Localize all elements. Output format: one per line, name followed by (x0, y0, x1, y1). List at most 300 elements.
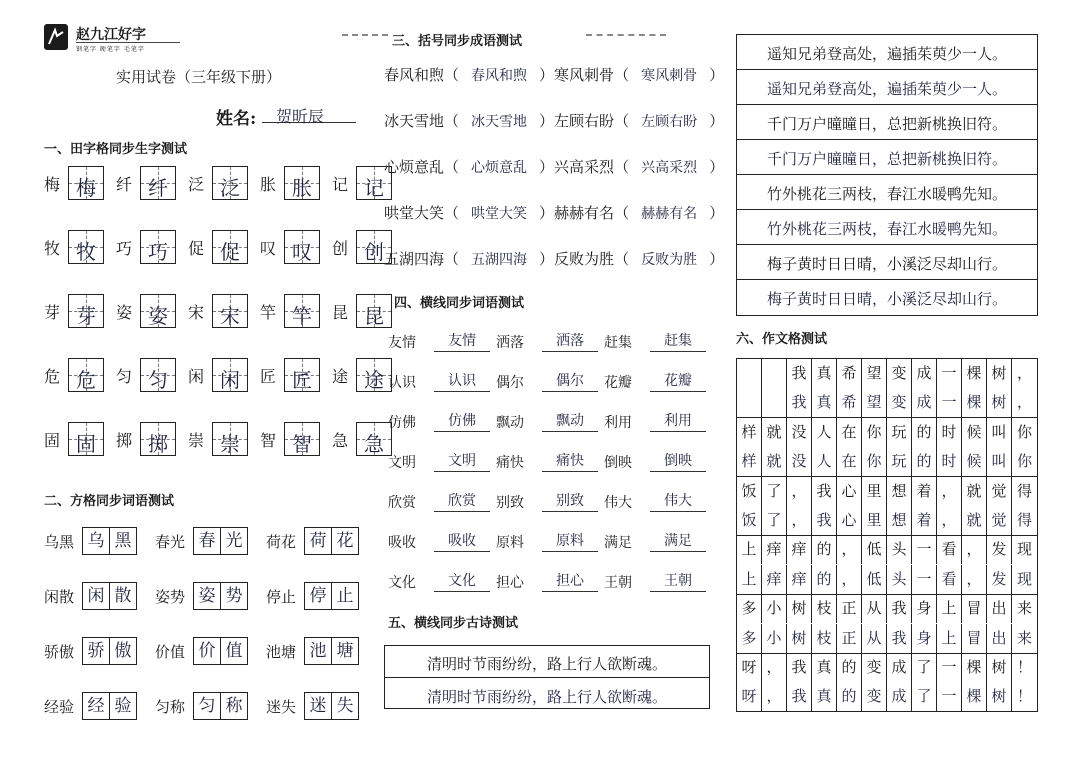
tian-answer-char: 急 (364, 432, 384, 456)
tian-row (44, 164, 404, 202)
tian-row (44, 356, 404, 394)
composition-cell: 人 (812, 418, 837, 447)
tian-answer-char: 梅 (76, 176, 96, 200)
tian-prompt-char: 梅 (44, 174, 61, 194)
line-answer: 友情 (434, 330, 490, 352)
tian-answer-char: 智 (292, 432, 312, 456)
tian-box (68, 422, 104, 456)
idiom-paren-open: （ (614, 204, 630, 222)
composition-cell: 痒 (762, 535, 787, 564)
tian-prompt-char: 芽 (44, 302, 61, 322)
composition-cell: 一 (937, 359, 962, 388)
tian-box (212, 358, 248, 392)
line-prompt-word: 仿佛 (388, 415, 416, 431)
tian-box (68, 230, 104, 264)
tian-box (212, 294, 248, 328)
poem-grid-row (737, 210, 1037, 245)
composition-cell: 小 (762, 624, 787, 653)
fang-prompt-word: 姿势 (155, 587, 186, 606)
fang-prompt-word: 春光 (155, 532, 186, 551)
tian-answer-char: 姿 (148, 304, 168, 328)
tian-prompt-char: 固 (44, 430, 61, 450)
idiom-answer: 心烦意乱 (471, 160, 528, 176)
composition-cell: 你 (862, 447, 887, 476)
poem-grid-row (737, 175, 1037, 210)
tian-prompt-char: 牧 (44, 238, 61, 258)
composition-row (737, 506, 1037, 536)
fang-row (44, 689, 377, 723)
composition-row (737, 418, 1037, 447)
line-answer: 飘动 (542, 410, 598, 432)
idiom-answer: 反败为胜 (641, 252, 698, 268)
line-cell (388, 410, 490, 432)
tian-answer-char: 泛 (220, 176, 240, 200)
tian-box (212, 230, 248, 264)
section-3-decor-right (586, 34, 666, 42)
fang-prompt-word: 匀称 (155, 697, 186, 716)
composition-cell: 我 (887, 624, 912, 653)
composition-cell: 在 (837, 418, 862, 447)
composition-cell: 里 (862, 477, 887, 506)
tian-prompt-char: 胀 (260, 174, 277, 194)
composition-cell: 的 (837, 653, 862, 682)
tian-prompt-char: 掷 (116, 430, 133, 450)
composition-cell: 一 (912, 565, 937, 594)
line-cell (604, 330, 706, 352)
composition-cell: ， (787, 506, 812, 535)
composition-cell: ， (762, 653, 787, 682)
tian-box (68, 358, 104, 392)
line-cell (604, 370, 706, 392)
composition-cell: 冒 (962, 594, 987, 623)
poem-grid-line: 竹外桃花三两枝，春江水暖鸭先知。 (766, 185, 1007, 203)
composition-cell: 来 (1016, 599, 1032, 618)
composition-cell: 现 (1016, 569, 1032, 588)
composition-grid (736, 358, 1038, 712)
tian-answer-char: 叹 (292, 240, 312, 264)
section-2-title: 二、方格同步词语测试 (44, 494, 175, 509)
tian-answer-char: 匀 (148, 368, 168, 392)
composition-cell: 样 (737, 447, 762, 476)
composition-cell: 树 (787, 594, 812, 623)
composition-cell: 了 (912, 653, 937, 682)
composition-cell: 我 (787, 359, 812, 388)
fang-answer-char: 验 (109, 693, 136, 719)
composition-row (737, 359, 1037, 388)
composition-cell (762, 388, 787, 417)
composition-cell: 出 (987, 624, 1012, 653)
line-cell (388, 530, 490, 552)
composition-cell: 候 (962, 447, 987, 476)
line-prompt-word: 偶尔 (496, 375, 524, 391)
idiom-prompt: 左顾右盼 (554, 112, 615, 130)
composition-cell: 没 (787, 418, 812, 447)
idiom-paren-close: ） (709, 204, 725, 222)
composition-cell: 就 (962, 506, 987, 535)
tian-row (44, 228, 404, 266)
line-answer: 痛快 (542, 450, 598, 472)
idiom-paren-close: ） (709, 250, 725, 268)
fang-prompt-word: 停止 (266, 587, 297, 606)
composition-row (737, 682, 1037, 711)
tian-box (284, 358, 320, 392)
poem-grid-row (737, 70, 1037, 105)
idiom-paren-close: ） (539, 204, 555, 222)
brand-name: 赵九江好字 (76, 27, 146, 43)
idiom-paren-close: ） (539, 158, 555, 176)
line-answer: 利用 (650, 410, 706, 432)
idiom-answer: 五湖四海 (471, 252, 528, 268)
idiom-prompt: 兴高采烈 (554, 158, 615, 176)
tian-answer-char: 纤 (148, 176, 168, 200)
fang-answer-char: 止 (331, 583, 358, 609)
line-answer: 王朝 (650, 570, 706, 592)
composition-cell: 我 (787, 388, 812, 417)
idiom-answer: 春风和煦 (471, 68, 528, 84)
line-answer: 花瓣 (650, 370, 706, 392)
paper-title: 实用试卷（三年级下册） (116, 68, 282, 86)
tian-box (284, 230, 320, 264)
fang-answer-char: 失 (331, 693, 358, 719)
poem-box (384, 645, 710, 709)
poem-grid (736, 34, 1038, 316)
fang-box (304, 582, 359, 610)
fang-box (82, 527, 137, 555)
line-cell (496, 530, 598, 552)
line-prompt-word: 担心 (496, 575, 524, 591)
composition-cell: 成 (912, 388, 937, 417)
tian-answer-char: 创 (364, 240, 384, 264)
line-answer: 文化 (434, 570, 490, 592)
composition-cell: ， (937, 477, 962, 506)
tian-answer-char: 巧 (148, 240, 168, 264)
line-cell (496, 330, 598, 352)
fang-box (82, 637, 137, 665)
composition-cell: 玩 (887, 447, 912, 476)
tian-prompt-char: 途 (332, 366, 349, 386)
line-prompt-word: 洒落 (496, 335, 524, 351)
composition-cell: 现 (1016, 540, 1032, 559)
line-row (388, 442, 712, 472)
tian-answer-char: 竿 (292, 304, 312, 328)
idiom-answer: 哄堂大笑 (471, 206, 528, 222)
line-row (388, 482, 712, 512)
fang-answer-char: 经 (87, 696, 105, 716)
fang-prompt-word: 价值 (155, 642, 186, 661)
composition-cell: 玩 (887, 418, 912, 447)
brand-subtitle: 钢笔字 硬笔字 毛笔字 (76, 46, 145, 53)
composition-cell: 发 (987, 535, 1012, 564)
composition-cell: 觉 (987, 477, 1012, 506)
composition-cell: 望 (862, 388, 887, 417)
composition-cell (762, 359, 787, 388)
composition-cell: 你 (862, 418, 887, 447)
line-prompt-word: 利用 (604, 415, 632, 431)
fang-answer-char: 值 (220, 638, 247, 664)
poem-prompt: 清明时节雨纷纷，路上行人欲断魂。 (426, 655, 667, 673)
composition-cell: 棵 (962, 682, 987, 711)
composition-cell: 低 (862, 565, 887, 594)
poem-grid-line: 遥知兄弟登高处，遍插茱萸少一人。 (766, 80, 1007, 98)
tian-prompt-char: 匠 (260, 366, 277, 386)
fang-box (193, 582, 248, 610)
tian-box (356, 294, 392, 328)
fang-answer-char: 骄 (87, 641, 105, 661)
idiom-answer: 兴高采烈 (641, 160, 698, 176)
tian-box (68, 166, 104, 200)
composition-cell: ， (837, 535, 862, 564)
line-cell (604, 490, 706, 512)
composition-cell: ， (1016, 364, 1032, 382)
idiom-paren-open: （ (614, 250, 630, 268)
composition-row (737, 477, 1037, 506)
tian-prompt-char: 竿 (260, 302, 277, 322)
idiom-paren-close: ） (539, 250, 555, 268)
tian-prompt-char: 闲 (188, 366, 205, 386)
composition-cell: 我 (812, 477, 837, 506)
composition-cell: 的 (837, 682, 862, 711)
line-prompt-word: 友情 (388, 335, 416, 351)
line-cell (388, 570, 490, 592)
composition-cell: 痒 (762, 565, 787, 594)
composition-cell: 头 (887, 535, 912, 564)
tian-answer-char: 胀 (292, 176, 312, 200)
composition-cell: 小 (762, 594, 787, 623)
tian-prompt-char: 危 (44, 366, 61, 386)
line-prompt-word: 痛快 (496, 455, 524, 471)
tian-prompt-char: 宋 (188, 302, 205, 322)
composition-cell: 时 (937, 447, 962, 476)
composition-cell: 头 (887, 565, 912, 594)
tian-box (212, 422, 248, 456)
poem-grid-line: 竹外桃花三两枝，春江水暖鸭先知。 (766, 220, 1007, 238)
composition-cell: 出 (987, 594, 1012, 623)
idiom-paren-open: （ (444, 158, 460, 176)
tian-answer-char: 途 (364, 368, 384, 392)
composition-cell: 人 (812, 447, 837, 476)
composition-cell: 了 (762, 477, 787, 506)
composition-cell: 了 (762, 506, 787, 535)
composition-cell: 棵 (962, 653, 987, 682)
composition-cell: 低 (862, 535, 887, 564)
poem-answer: 清明时节雨纷纷，路上行人欲断魂。 (426, 688, 667, 706)
composition-cell: 一 (912, 535, 937, 564)
line-row (388, 322, 712, 352)
tian-prompt-char: 泛 (188, 174, 205, 194)
composition-cell: 棵 (962, 359, 987, 388)
tian-prompt-char: 巧 (116, 238, 133, 258)
tian-answer-char: 崇 (220, 432, 240, 456)
composition-cell: 看 (937, 565, 962, 594)
line-answer: 偶尔 (542, 370, 598, 392)
tian-prompt-char: 智 (260, 430, 277, 450)
fang-box (193, 527, 248, 555)
line-answer: 原料 (542, 530, 598, 552)
section-4-title: 四、横线同步词语测试 (394, 296, 525, 311)
tian-answer-char: 危 (76, 368, 96, 392)
brand-underline (76, 42, 180, 43)
composition-cell: 变 (887, 359, 912, 388)
fang-answer-char: 匀 (198, 696, 216, 716)
composition-row (737, 624, 1037, 654)
idiom-row (384, 64, 724, 94)
fang-answer-char: 荷 (309, 531, 327, 551)
fang-answer-char: 停 (309, 586, 327, 606)
fang-box (193, 637, 248, 665)
fang-box (304, 527, 359, 555)
composition-cell: 心 (837, 506, 862, 535)
composition-cell: ， (962, 565, 987, 594)
composition-cell: 心 (837, 477, 862, 506)
poem-grid-line: 梅子黄时日日晴，小溪泛尽却山行。 (766, 255, 1007, 273)
composition-cell: 的 (912, 447, 937, 476)
idiom-paren-open: （ (444, 250, 460, 268)
line-cell (388, 450, 490, 472)
tian-box (284, 422, 320, 456)
tian-prompt-char: 创 (332, 238, 349, 258)
tian-prompt-char: 促 (188, 238, 205, 258)
fang-answer-char: 姿 (198, 586, 216, 606)
tian-row (44, 420, 404, 458)
line-row (388, 402, 712, 432)
composition-row (737, 594, 1037, 623)
composition-cell: 成 (912, 359, 937, 388)
composition-cell: 希 (837, 388, 862, 417)
composition-cell: 树 (987, 682, 1012, 711)
tian-prompt-char: 记 (332, 174, 349, 194)
idiom-prompt: 哄堂大笑 (384, 204, 445, 222)
line-cell (496, 410, 598, 432)
composition-cell: 的 (812, 535, 837, 564)
composition-cell: ， (762, 682, 787, 711)
composition-cell: 我 (812, 506, 837, 535)
line-answer: 吸收 (434, 530, 490, 552)
composition-cell: 树 (987, 388, 1012, 417)
composition-cell: 饭 (737, 506, 762, 535)
idiom-prompt: 心烦意乱 (384, 158, 445, 176)
section-3-decor (342, 34, 388, 42)
idiom-answer: 左顾右盼 (641, 114, 698, 130)
fang-answer-char: 光 (220, 528, 247, 554)
line-answer: 别致 (542, 490, 598, 512)
line-prompt-word: 伟大 (604, 495, 632, 511)
composition-cell: 多 (737, 624, 762, 653)
fang-answer-char: 称 (220, 693, 247, 719)
tian-prompt-char: 昆 (332, 302, 349, 322)
composition-cell: 叫 (987, 447, 1012, 476)
fang-prompt-word: 池塘 (266, 642, 297, 661)
composition-cell: 没 (787, 447, 812, 476)
idiom-paren-open: （ (614, 158, 630, 176)
composition-cell: ， (937, 506, 962, 535)
composition-cell: 你 (1016, 422, 1032, 441)
tian-box (356, 166, 392, 200)
composition-cell: 我 (887, 594, 912, 623)
composition-cell: 就 (962, 477, 987, 506)
composition-cell: 候 (962, 418, 987, 447)
fang-prompt-word: 乌黑 (44, 532, 75, 551)
composition-cell: 上 (737, 535, 762, 564)
composition-row (737, 447, 1037, 477)
tian-answer-char: 牧 (76, 240, 96, 264)
tian-row (44, 292, 404, 330)
composition-cell: 枝 (812, 594, 837, 623)
tian-box (284, 294, 320, 328)
composition-row (737, 653, 1037, 682)
line-prompt-word: 吸收 (388, 535, 416, 551)
line-answer: 洒落 (542, 330, 598, 352)
line-prompt-word: 欣赏 (388, 495, 416, 511)
tian-answer-char: 匠 (292, 368, 312, 392)
composition-cell: ， (1016, 393, 1032, 412)
fang-prompt-word: 迷失 (266, 697, 297, 716)
idiom-paren-close: ） (709, 66, 725, 84)
tian-box (140, 166, 176, 200)
fang-answer-char: 势 (220, 583, 247, 609)
composition-cell: 来 (1016, 628, 1032, 647)
composition-cell: 正 (837, 594, 862, 623)
fang-answer-char: 塘 (331, 638, 358, 664)
composition-row (737, 388, 1037, 418)
poem-grid-row (737, 140, 1037, 175)
tian-prompt-char: 纤 (116, 174, 133, 194)
idiom-paren-close: ） (539, 66, 555, 84)
tian-answer-char: 宋 (220, 304, 240, 328)
fang-answer-char: 乌 (87, 531, 105, 551)
line-cell (496, 370, 598, 392)
fang-answer-char: 价 (198, 641, 216, 661)
tian-answer-char: 固 (76, 432, 96, 456)
fang-answer-char: 迷 (309, 696, 327, 716)
composition-cell: 叫 (987, 418, 1012, 447)
fang-row (44, 579, 377, 613)
composition-cell (737, 388, 762, 417)
idiom-row (384, 202, 724, 232)
composition-cell: 真 (812, 388, 837, 417)
composition-cell: 得 (1016, 481, 1032, 500)
composition-cell: 真 (812, 653, 837, 682)
line-answer: 认识 (434, 370, 490, 392)
idiom-prompt: 五湖四海 (384, 250, 445, 268)
composition-cell: 树 (787, 624, 812, 653)
name-value: 贺昕辰 (276, 107, 325, 126)
tian-answer-char: 闲 (220, 368, 240, 392)
composition-cell: 多 (737, 594, 762, 623)
fang-box (82, 692, 137, 720)
poem-grid-row (737, 245, 1037, 280)
line-answer: 满足 (650, 530, 706, 552)
tian-answer-char: 芽 (76, 304, 96, 328)
line-row (388, 522, 712, 552)
tian-answer-char: 昆 (364, 304, 384, 328)
line-cell (496, 490, 598, 512)
poem-grid-line: 千门万户曈曈日，总把新桃换旧符。 (766, 115, 1007, 133)
composition-cell: 就 (762, 418, 787, 447)
line-prompt-word: 花瓣 (604, 375, 632, 391)
line-answer: 担心 (542, 570, 598, 592)
line-cell (604, 530, 706, 552)
idiom-paren-open: （ (444, 112, 460, 130)
tian-prompt-char: 叹 (260, 238, 277, 258)
fang-prompt-word: 荷花 (266, 532, 297, 551)
idiom-row (384, 110, 724, 140)
composition-cell: 真 (812, 682, 837, 711)
composition-cell: 觉 (987, 506, 1012, 535)
fang-answer-char: 黑 (109, 528, 136, 554)
composition-cell: 望 (862, 359, 887, 388)
composition-cell: 里 (862, 506, 887, 535)
composition-cell: 从 (862, 624, 887, 653)
